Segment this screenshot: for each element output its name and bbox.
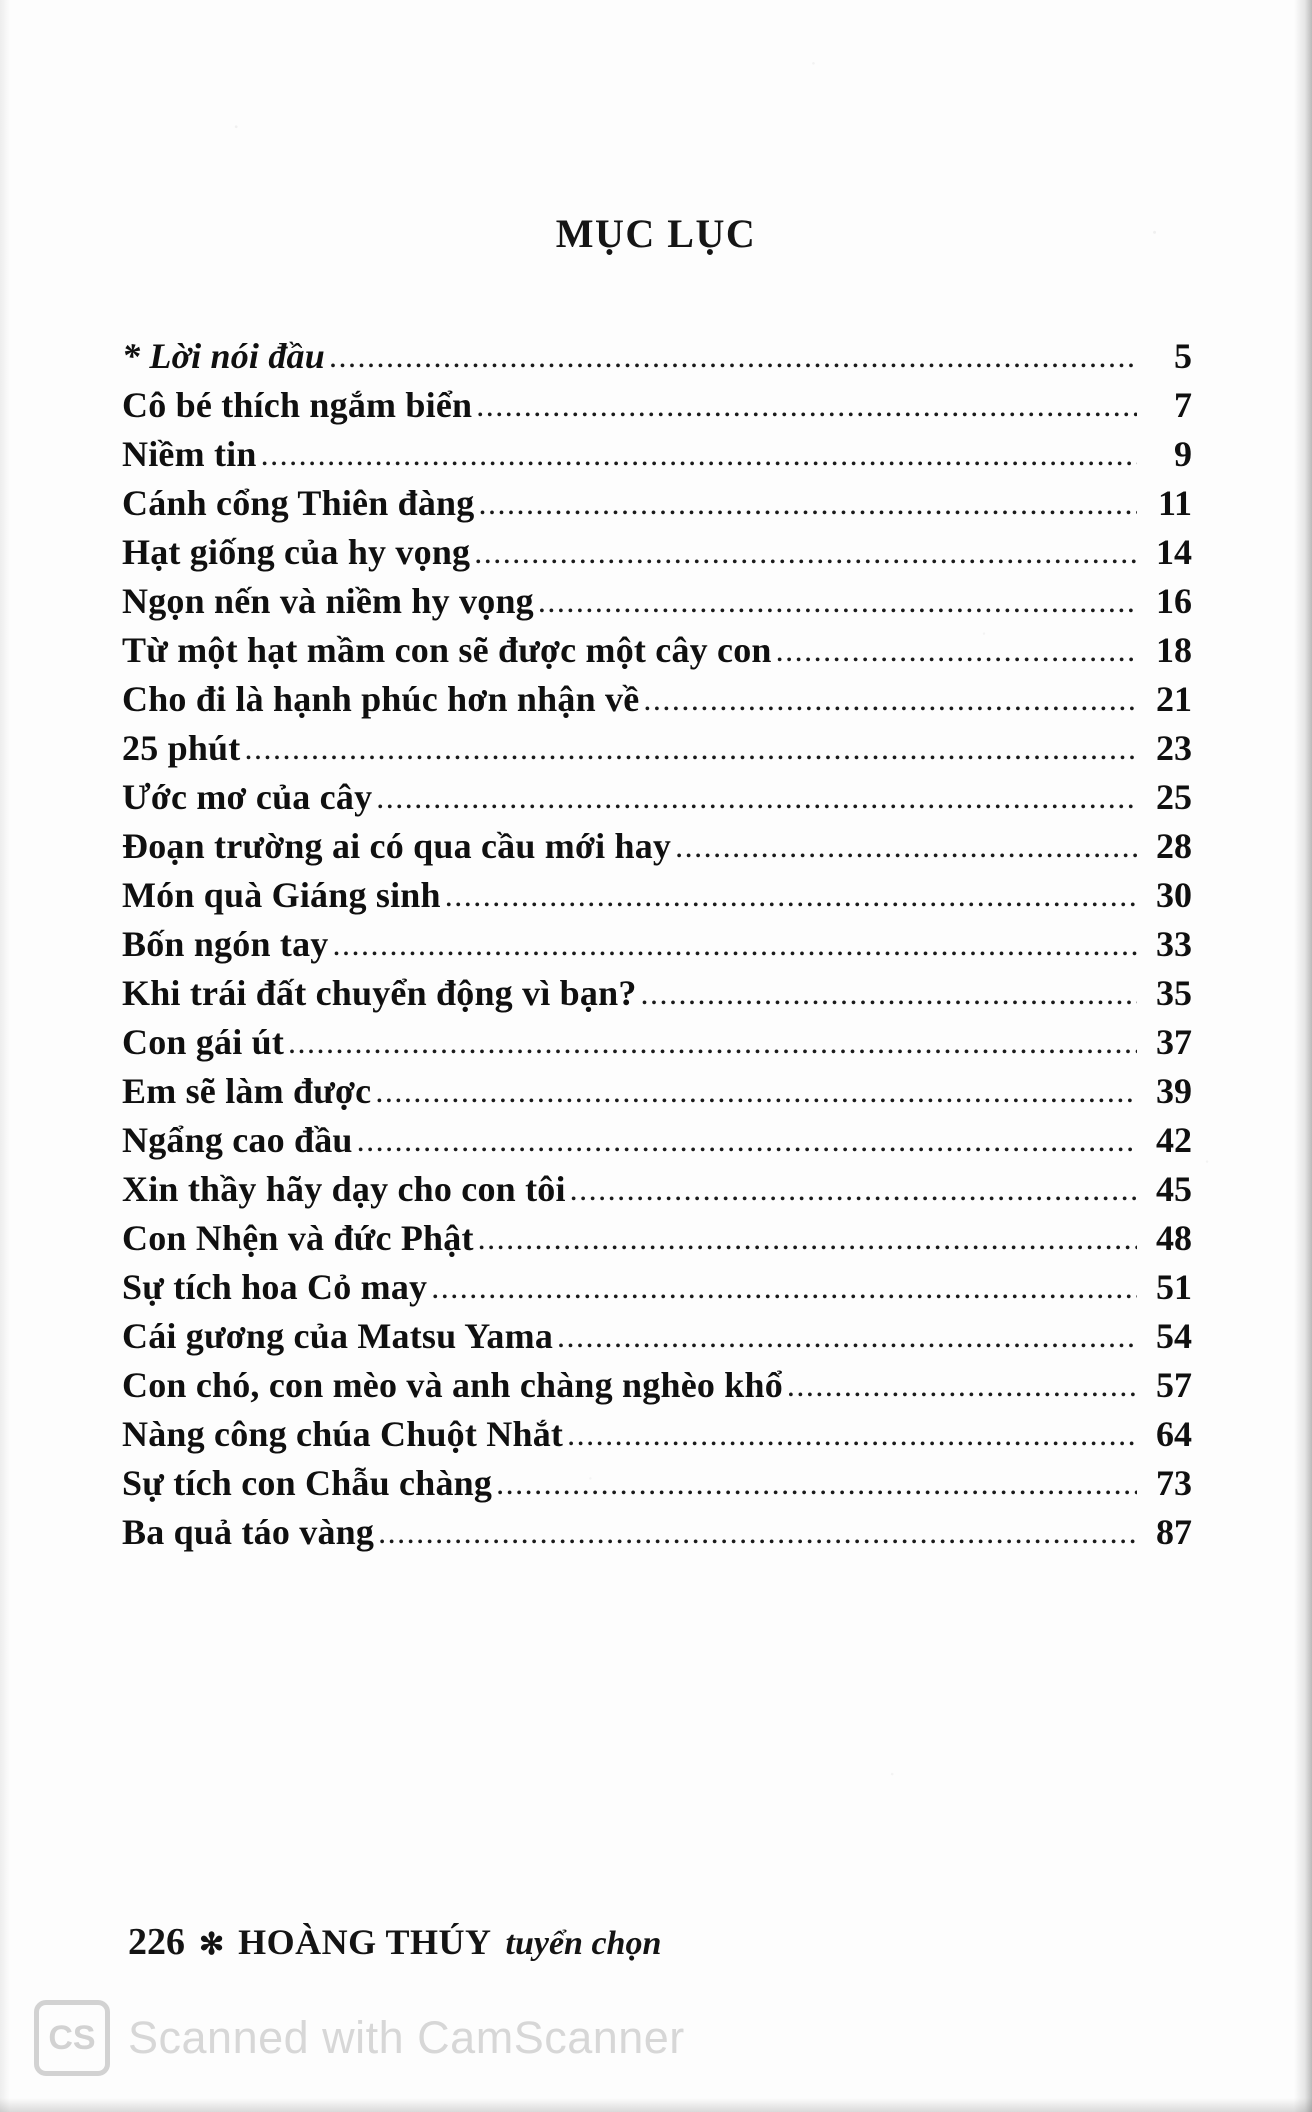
toc-entry-label: Ngẩng cao đầu — [122, 1120, 353, 1160]
camscanner-watermark — [34, 2000, 685, 2076]
toc-entry-label: Ngọn nến và niềm hy vọng — [122, 581, 534, 621]
camscanner-logo-icon: CS — [34, 2000, 110, 2076]
toc-entry-page: 37 — [1156, 1022, 1192, 1062]
toc-entry-page: 9 — [1174, 434, 1192, 474]
table-of-contents — [122, 338, 1192, 1563]
toc-entry-label: 25 phút — [122, 728, 241, 768]
toc-entry-page: 7 — [1174, 385, 1192, 425]
toc-entry-label: Đoạn trường ai có qua cầu mới hay — [122, 826, 672, 866]
toc-entry — [122, 1318, 1192, 1354]
toc-entry — [122, 534, 1192, 570]
toc-entry-page: 35 — [1156, 973, 1192, 1013]
toc-entry-label: Từ một hạt mầm con sẽ được một cây con — [122, 630, 772, 670]
toc-leader-dots — [288, 1026, 1137, 1060]
toc-leader-dots — [557, 1320, 1137, 1354]
toc-leader-dots — [375, 1075, 1137, 1109]
toc-leader-dots — [476, 389, 1137, 423]
toc-entry — [122, 1171, 1192, 1207]
toc-entry — [122, 779, 1192, 815]
toc-entry-page: 54 — [1156, 1316, 1192, 1356]
toc-entry-label: Ước mơ của cây — [122, 777, 373, 817]
toc-entry-page: 23 — [1156, 728, 1192, 768]
toc-entry-label: Cho đi là hạnh phúc hơn nhận về — [122, 679, 640, 719]
toc-entry-label: Con chó, con mèo và anh chàng nghèo khổ — [122, 1365, 783, 1405]
toc-entry — [122, 485, 1192, 521]
toc-entry-page: 25 — [1156, 777, 1192, 817]
toc-entry — [122, 387, 1192, 423]
toc-entry — [122, 877, 1192, 913]
toc-leader-dots — [357, 1124, 1137, 1158]
toc-leader-dots — [474, 536, 1137, 570]
toc-entry-label: Cánh cổng Thiên đàng — [122, 483, 475, 523]
toc-entry-label: Hạt giống của hy vọng — [122, 532, 471, 572]
toc-entry — [122, 1514, 1192, 1550]
toc-entry-page: 87 — [1156, 1512, 1192, 1552]
toc-leader-dots — [776, 634, 1137, 668]
toc-entry-page: 18 — [1156, 630, 1192, 670]
toc-leader-dots — [496, 1467, 1137, 1501]
toc-entry — [122, 583, 1192, 619]
page-title: MỤC LỤC — [555, 211, 757, 256]
toc-entry — [122, 828, 1192, 864]
toc-leader-dots — [332, 928, 1137, 962]
toc-leader-dots — [538, 585, 1137, 619]
toc-entry-page: 64 — [1156, 1414, 1192, 1454]
page-left-edge-shadow — [0, 0, 10, 2112]
star-icon: ✻ — [199, 1928, 225, 1961]
toc-leader-dots — [570, 1173, 1137, 1207]
toc-entry — [122, 1465, 1192, 1501]
toc-entry — [122, 1416, 1192, 1452]
toc-entry — [122, 1024, 1192, 1060]
toc-entry — [122, 632, 1192, 668]
toc-leader-dots — [787, 1369, 1137, 1403]
toc-entry-label: Em sẽ làm được — [122, 1071, 372, 1111]
toc-entry-page: 57 — [1156, 1365, 1192, 1405]
toc-leader-dots — [567, 1418, 1137, 1452]
toc-leader-dots — [643, 683, 1137, 717]
toc-entry-page: 45 — [1156, 1169, 1192, 1209]
toc-entry-page: 11 — [1157, 483, 1192, 523]
toc-leader-dots — [329, 340, 1137, 374]
toc-entry-label: Sự tích hoa Cỏ may — [122, 1267, 428, 1307]
toc-entry — [122, 338, 1192, 374]
toc-leader-dots — [244, 732, 1137, 766]
toc-entry-label: Cái gương của Matsu Yama — [122, 1316, 554, 1356]
toc-leader-dots — [445, 879, 1137, 913]
toc-entry-page: 14 — [1156, 532, 1192, 572]
toc-entry-label: * Lời nói đầu — [122, 336, 325, 376]
toc-leader-dots — [378, 1516, 1137, 1550]
toc-entry-label: Khi trái đất chuyển động vì bạn? — [122, 973, 637, 1013]
toc-entry-page: 30 — [1156, 875, 1192, 915]
toc-entry-page: 42 — [1156, 1120, 1192, 1160]
toc-entry — [122, 1367, 1192, 1403]
toc-entry-label: Con gái út — [122, 1022, 285, 1062]
toc-entry-page: 39 — [1156, 1071, 1192, 1111]
toc-entry — [122, 1269, 1192, 1305]
toc-entry-page: 48 — [1156, 1218, 1192, 1258]
toc-entry — [122, 681, 1192, 717]
toc-entry-label: Xin thầy hãy dạy cho con tôi — [122, 1169, 566, 1209]
toc-entry — [122, 1220, 1192, 1256]
toc-entry-label: Niềm tin — [122, 434, 257, 474]
toc-leader-dots — [675, 830, 1137, 864]
toc-entry — [122, 1122, 1192, 1158]
camscanner-watermark-text: Scanned with CamScanner — [128, 2012, 685, 2063]
toc-entry-page: 21 — [1156, 679, 1192, 719]
toc-entry-label: Bốn ngón tay — [122, 924, 329, 964]
toc-entry-label: Sự tích con Chẫu chàng — [122, 1463, 493, 1503]
toc-entry-page: 5 — [1174, 336, 1192, 376]
toc-entry-page: 73 — [1156, 1463, 1192, 1503]
toc-entry-page: 28 — [1156, 826, 1192, 866]
folio-number: 226 — [128, 1921, 185, 1963]
page-bottom-edge-shadow — [0, 2098, 1312, 2112]
toc-entry — [122, 975, 1192, 1011]
toc-entry-page: 33 — [1156, 924, 1192, 964]
toc-leader-dots — [431, 1271, 1137, 1305]
toc-leader-dots — [261, 438, 1137, 472]
toc-entry — [122, 730, 1192, 766]
toc-leader-dots — [478, 487, 1137, 521]
toc-entry-page: 16 — [1156, 581, 1192, 621]
toc-entry-page: 51 — [1156, 1267, 1192, 1307]
toc-leader-dots — [376, 781, 1137, 815]
author-name: HOÀNG THÚY — [238, 1922, 492, 1962]
toc-entry-label: Ba quả táo vàng — [122, 1512, 375, 1552]
toc-entry-label: Con Nhện và đức Phật — [122, 1218, 474, 1258]
toc-leader-dots — [641, 977, 1137, 1011]
toc-entry — [122, 926, 1192, 962]
author-role: tuyển chọn — [505, 1925, 662, 1962]
page-footer — [128, 1920, 661, 1964]
toc-entry-label: Món quà Giáng sinh — [122, 875, 441, 915]
toc-entry — [122, 1073, 1192, 1109]
toc-leader-dots — [478, 1222, 1137, 1256]
toc-entry-label: Nàng công chúa Chuột Nhắt — [122, 1414, 564, 1454]
toc-entry-label: Cô bé thích ngắm biển — [122, 385, 473, 425]
toc-entry — [122, 436, 1192, 472]
page-right-edge-shadow — [1294, 0, 1312, 2112]
